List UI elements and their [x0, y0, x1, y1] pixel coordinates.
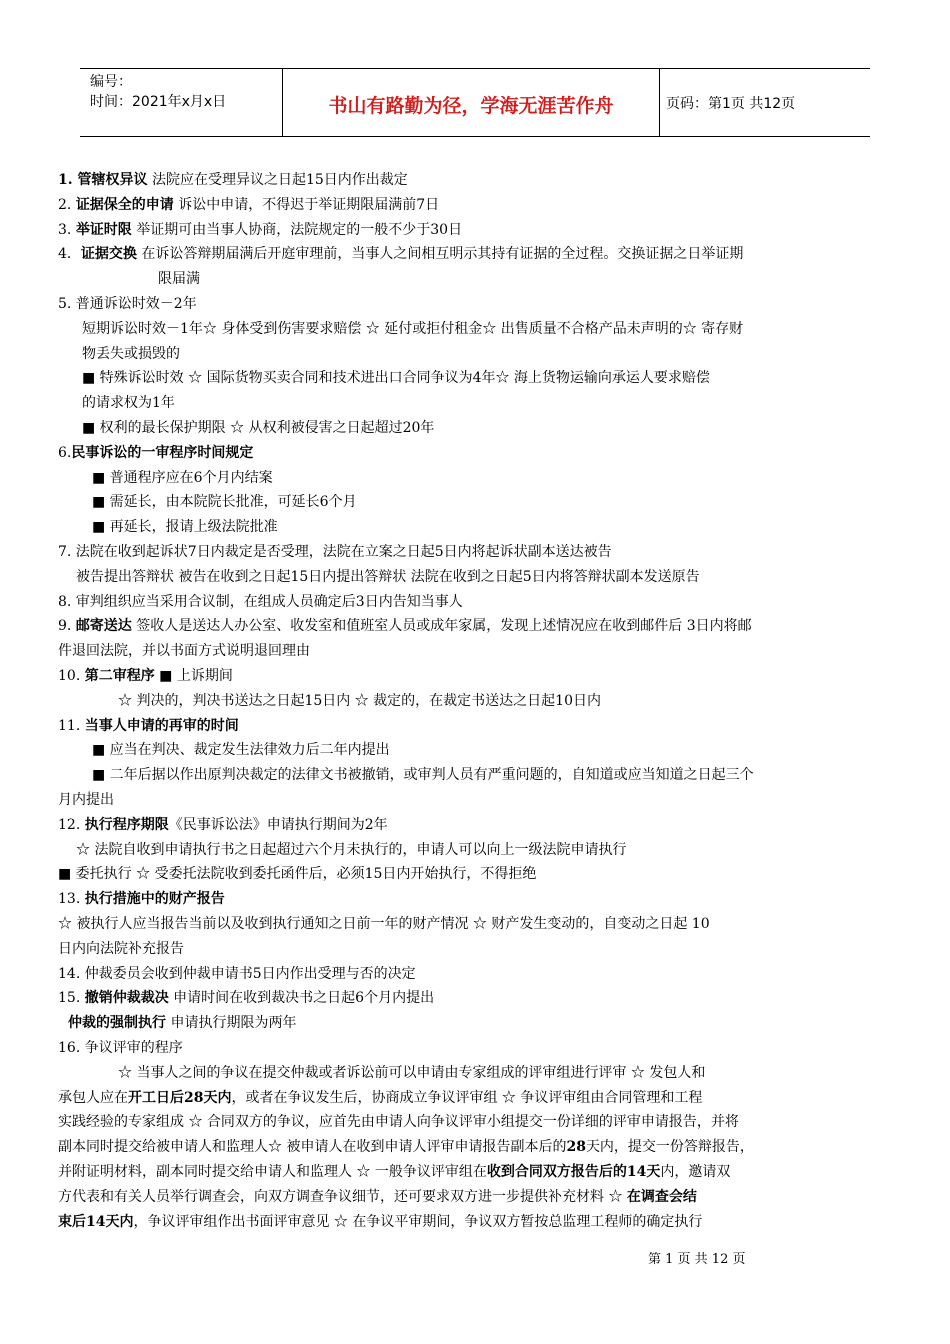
text-span: 在诉讼答辩期届满后开庭审理前，当事人之间相互明示其持有证据的全过程。交换证据之日举证期	[136, 246, 744, 263]
text-line	[82, 344, 180, 364]
text-span: 月内提出	[58, 792, 114, 808]
text-line	[58, 716, 239, 736]
text-line	[58, 1088, 702, 1108]
text-line	[58, 443, 253, 463]
text-span: 被告提出答辩状 被告在收到之日起15日内提出答辩状 法院在收到之日起5日内将答辩状副本发送原告	[76, 568, 700, 585]
text-span: ☆ 法院自收到申请执行书之日起超过六个月未执行的，申请人可以向上一级法院申请执行	[76, 841, 627, 858]
bold-text: 1. 管辖权异议	[58, 172, 148, 188]
text-line	[58, 616, 752, 636]
text-line	[58, 1137, 754, 1157]
text-line	[58, 988, 434, 1008]
header-motto-cell	[283, 69, 660, 136]
text-span: ，争议评审组作出书面评审意见 ☆ 在争议平审期间，争议双方暂按总监理工程师的确定执行	[133, 1213, 703, 1230]
text-span: 4．	[58, 246, 81, 263]
text-span: 天内，提交一份答辩报告，	[585, 1139, 754, 1156]
text-span: ■ 权利的最长保护期限 ☆ 从权利被侵害之日起超过20年	[82, 420, 435, 436]
bold-text: 28	[566, 1139, 586, 1156]
text-span: 14. 仲裁委员会收到仲裁申请书5日内作出受理与否的决定	[58, 965, 416, 982]
text-span: 9.	[58, 618, 76, 635]
bold-text: 撤销仲裁裁决	[84, 990, 169, 1007]
text-line	[58, 294, 197, 314]
text-line	[58, 964, 416, 984]
text-line	[58, 1112, 739, 1132]
text-span: 签收人是送达人办公室、收发室和值班室人员或成年家属，发现上述情况应在收到邮件后 3日内将邮	[131, 618, 752, 635]
text-span: ■ 应当在判决、裁定发生法律效力后二年内提出	[92, 742, 390, 759]
text-line	[92, 740, 390, 760]
text-span: ■ 普通程序应在6个月内结案	[92, 469, 273, 486]
text-line	[58, 1212, 702, 1232]
text-span: 12.	[58, 816, 85, 833]
bold-text: 邮寄送达	[75, 618, 132, 635]
text-span: ■ 上诉期间	[154, 668, 233, 684]
text-span: 15.	[58, 990, 85, 1007]
text-span: ☆ 被执行人应当报告当前以及收到执行通知之日前一年的财产情况 ☆ 财产发生变动的，自变动之日起 10	[58, 916, 710, 932]
text-span: 7. 法院在收到起诉状7日内裁定是否受理，法院在立案之日起5日内将起诉状副本送达被告	[58, 544, 612, 560]
text-line	[58, 1162, 730, 1182]
text-line	[58, 1187, 697, 1207]
page-header	[80, 68, 870, 137]
bold-text: 民事诉讼的一审程序时间规定	[71, 444, 254, 461]
text-span: 16. 争议评审的程序	[58, 1040, 183, 1056]
text-span: 副本同时提交给被申请人和监理人☆ 被申请人在收到申请人评审申请报告副本后的	[58, 1139, 567, 1156]
text-line	[92, 492, 357, 512]
text-span: ☆ 判决的，判决书送达之日起15日内 ☆ 裁定的，在裁定书送达之日起10日内	[118, 692, 601, 709]
text-span: 8. 审判组织应当采用合议制，在组成人员确定后3日内告知当事人	[58, 593, 463, 610]
bold-text: 执行程序期限	[84, 816, 169, 833]
text-line	[58, 864, 536, 884]
text-span: 《民事诉讼法》申请执行期间为2年	[168, 816, 388, 833]
header-meta-cell	[80, 69, 283, 136]
text-span: 举证期可由当事人协商，法院规定的一般不少于30日	[131, 221, 463, 238]
text-span: 3.	[58, 221, 76, 238]
text-span: 限届满	[158, 271, 200, 288]
bold-text: 在调查会结	[626, 1188, 697, 1205]
page-footer: 第 1 页 共 12 页	[648, 1252, 746, 1267]
text-line	[58, 220, 462, 240]
text-line	[58, 244, 743, 264]
text-line	[58, 542, 612, 562]
bold-text: 举证时限	[75, 221, 132, 238]
bold-text: 证据交换	[80, 246, 137, 263]
text-line	[92, 765, 754, 785]
text-line	[58, 889, 225, 909]
text-line	[76, 567, 700, 587]
text-line	[82, 393, 175, 413]
text-line	[92, 517, 278, 537]
text-line	[118, 691, 601, 711]
text-span: ，或者在争议发生后，协商成立争议评审组 ☆ 争议评审组由合同管理和工程	[231, 1089, 703, 1106]
text-span: 短期诉讼时效－1年☆ 身体受到伤害要求赔偿 ☆ 延付或拒付租金☆ 出售质量不合格产品未声明的☆ 寄存财	[82, 320, 744, 337]
text-line	[58, 666, 233, 686]
text-line	[82, 319, 743, 339]
bold-text: 执行措施中的财产报告	[84, 891, 225, 908]
header-page-cell	[660, 69, 870, 136]
text-line	[58, 592, 463, 612]
text-span: 2.	[58, 196, 76, 213]
bold-text: 第二审程序	[84, 668, 155, 684]
text-span: 诉讼中申请，不得迟于举证期限届满前7日	[173, 196, 440, 213]
text-span: ■ 特殊诉讼时效 ☆ 国际货物买卖合同和技术进出口合同争议为4年☆ 海上货物运输向承运人要求赔偿	[82, 370, 710, 387]
text-span: ■ 再延长，报请上级法院批准	[92, 519, 278, 536]
text-span: 件退回法院，并以书面方式说明退回理由	[58, 643, 310, 660]
text-line	[92, 468, 273, 488]
text-line	[58, 170, 408, 190]
text-span: 方代表和有关人员举行调查会，向双方调查争议细节，还可要求双方进一步提供补充材料 ☆	[58, 1188, 627, 1205]
text-span: 承包人应在	[58, 1089, 128, 1106]
text-span: ■ 委托执行 ☆ 受委托法院收到委托函件后，必须15日内开始执行，不得拒绝	[58, 866, 537, 883]
text-line	[58, 939, 184, 959]
text-span: 法院应在受理异议之日起15日内作出裁定	[147, 172, 408, 188]
text-span: 11.	[58, 717, 85, 734]
text-span: 10.	[58, 668, 85, 684]
bold-text: 束后14天内	[58, 1213, 134, 1230]
text-line	[158, 269, 200, 289]
page-number-label: 页码：第1页 共12页	[666, 96, 796, 112]
text-span: ■ 二年后据以作出原判决裁定的法律文书被撤销，或审判人员有严重问题的，自知道或应当知道之日起三个	[92, 767, 754, 784]
text-span: ☆ 当事人之间的争议在提交仲裁或者诉讼前可以申请由专家组成的评审组进行评审 ☆ 发包人和	[118, 1064, 706, 1081]
bold-text: 证据保全的申请	[75, 196, 174, 213]
text-span: ■ 需延长，由本院院长批准，可延长6个月	[92, 494, 357, 511]
text-span: 5. 普通诉讼时效－2年	[58, 296, 197, 312]
text-line	[58, 1038, 183, 1058]
text-line	[76, 840, 626, 860]
text-span: 内，邀请双	[660, 1164, 731, 1180]
text-span: 日内向法院补充报告	[58, 940, 184, 957]
bold-text: 开工日后28天内	[128, 1089, 232, 1106]
text-span: 并附证明材料，副本同时提交给申请人和监理人 ☆ 一般争议评审组在	[58, 1164, 487, 1180]
text-line	[82, 368, 710, 388]
text-span: 的请求权为1年	[82, 395, 175, 412]
text-line	[58, 790, 114, 810]
text-line	[58, 195, 439, 215]
text-span: 申请时间在收到裁决书之日起6个月内提出	[168, 990, 435, 1007]
text-line	[82, 418, 434, 438]
text-line	[58, 641, 310, 661]
document-number-label: 编号：	[90, 74, 132, 90]
text-span: 物丢失或损毁的	[82, 345, 180, 362]
bold-text: 仲裁的强制执行	[68, 1015, 166, 1032]
text-line	[58, 914, 710, 934]
text-span: 申请执行期限为两年	[166, 1015, 297, 1032]
text-line	[118, 1063, 705, 1083]
document-time-label: 时间：2021年x月x日	[90, 94, 227, 110]
text-span: 13.	[58, 891, 85, 908]
text-line	[68, 1013, 296, 1033]
text-line	[58, 815, 388, 835]
bold-text: 当事人申请的再审的时间	[84, 717, 239, 734]
text-span: 6.	[58, 444, 72, 461]
bold-text: 收到合同双方报告后的14天	[486, 1164, 661, 1180]
motto-text: 书山有路勤为径，学海无涯苦作舟	[328, 95, 614, 117]
text-span: 实践经验的专家组成 ☆ 合同双方的争议，应首先由申请人向争议评审小组提交一份详细的评审申请报告，并将	[58, 1114, 739, 1131]
